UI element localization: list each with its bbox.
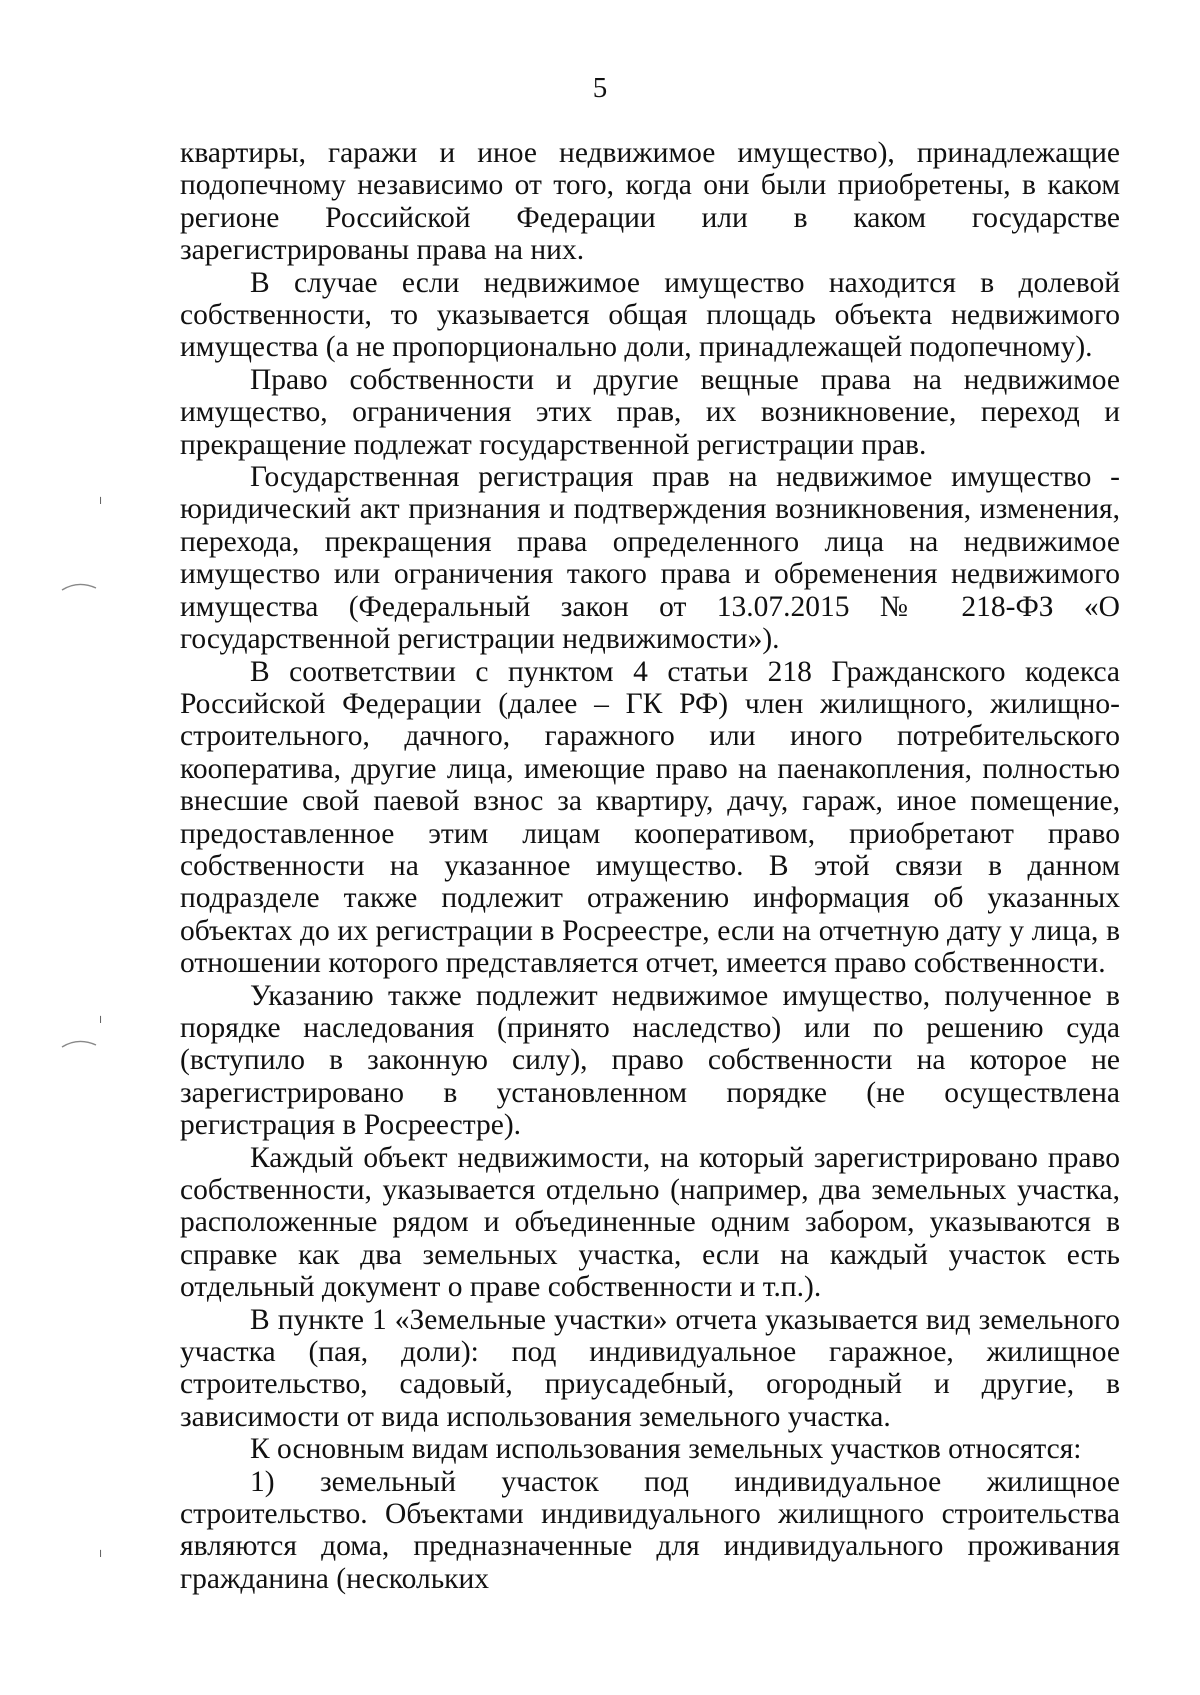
paragraph-7: Каждый объект недвижимости, на который зарегистрировано право собственности, указывается отдельно (например, два земельных участка, расположенные рядом и объединенные одним забором, указываются в справке как два земельных участка, если на каждый участок есть отдельный документ о праве собственности и т.п.). xyxy=(180,1141,1120,1304)
paragraph-5: В соответствии с пунктом 4 статьи 218 Гражданского кодекса Российской Федерации (далее – ГК РФ) член жилищного, жилищно-строительного, дачного, гаражного или иного потребительского кооператива, другие лица, имеющие право на паенакопления, полностью внесшие свой паевой взнос за квартиру, дачу, гараж, иное помещение, предоставленное этим лицам кооперативом, приобретают право собственности на указанное имущество. В этой связи в данном подразделе также подлежит отражению информация об указанных объектах до их регистрации в Росреестре, если на отчетную дату у лица, в отношении которого представляется отчет, имеется право собственности. xyxy=(180,655,1120,980)
paragraph-4: Государственная регистрация прав на недвижимое имущество - юридический акт признания и подтверждения возникновения, изменения, перехода, прекращения права определенного лица на недвижимое имущество или ограничения такого права и обременения недвижимого имущества (Федеральный закон от 13.07.2015 № 218-ФЗ «О государственной регистрации недвижимости»). xyxy=(180,461,1120,656)
scan-tick-mark: ╷ xyxy=(97,1009,105,1023)
paragraph-1: квартиры, гаражи и иное недвижимое имущество), принадлежащие подопечному независимо от того, когда они были приобретены, в каком регионе Российской Федерации или в каком государстве зарегистрированы права на них. xyxy=(180,137,1120,267)
page-number: 5 xyxy=(592,72,608,104)
scan-tick-mark: ╷ xyxy=(97,490,105,504)
paragraph-9: К основным видам использования земельных участков относятся: xyxy=(250,1433,1082,1466)
scan-curve-mark xyxy=(60,580,100,592)
document-body xyxy=(180,137,1120,1595)
paragraph-2: В случае если недвижимое имущество находится в долевой собственности, то указывается общая площадь объекта недвижимого имущества (а не пропорционально доли, принадлежащей подопечному). xyxy=(180,266,1120,364)
paragraph-6: Указанию также подлежит недвижимое имущество, полученное в порядке наследования (принято наследство) или по решению суда (вступило в законную силу), право собственности на которое не зарегистрировано в установленном порядке (не осуществлена регистрация в Росреестре). xyxy=(180,979,1120,1142)
paragraph-3: Право собственности и другие вещные права на недвижимое имущество, ограничения этих прав, их возникновение, переход и прекращение подлежат государственной регистрации прав. xyxy=(180,363,1120,461)
scan-tick-mark: ╷ xyxy=(97,1543,105,1557)
paragraph-10: 1) земельный участок под индивидуальное жилищное строительство. Объектами индивидуального жилищного строительства являются дома, предназначенные для индивидуального проживания гражданина (нескольких xyxy=(180,1465,1120,1595)
scan-curve-mark xyxy=(60,1037,100,1049)
paragraph-8: В пункте 1 «Земельные участки» отчета указывается вид земельного участка (пая, доли): под индивидуальное гаражное, жилищное строительство, садовый, приусадебный, огородный и другие, в зависимости от вида использования земельного участка. xyxy=(180,1303,1120,1433)
